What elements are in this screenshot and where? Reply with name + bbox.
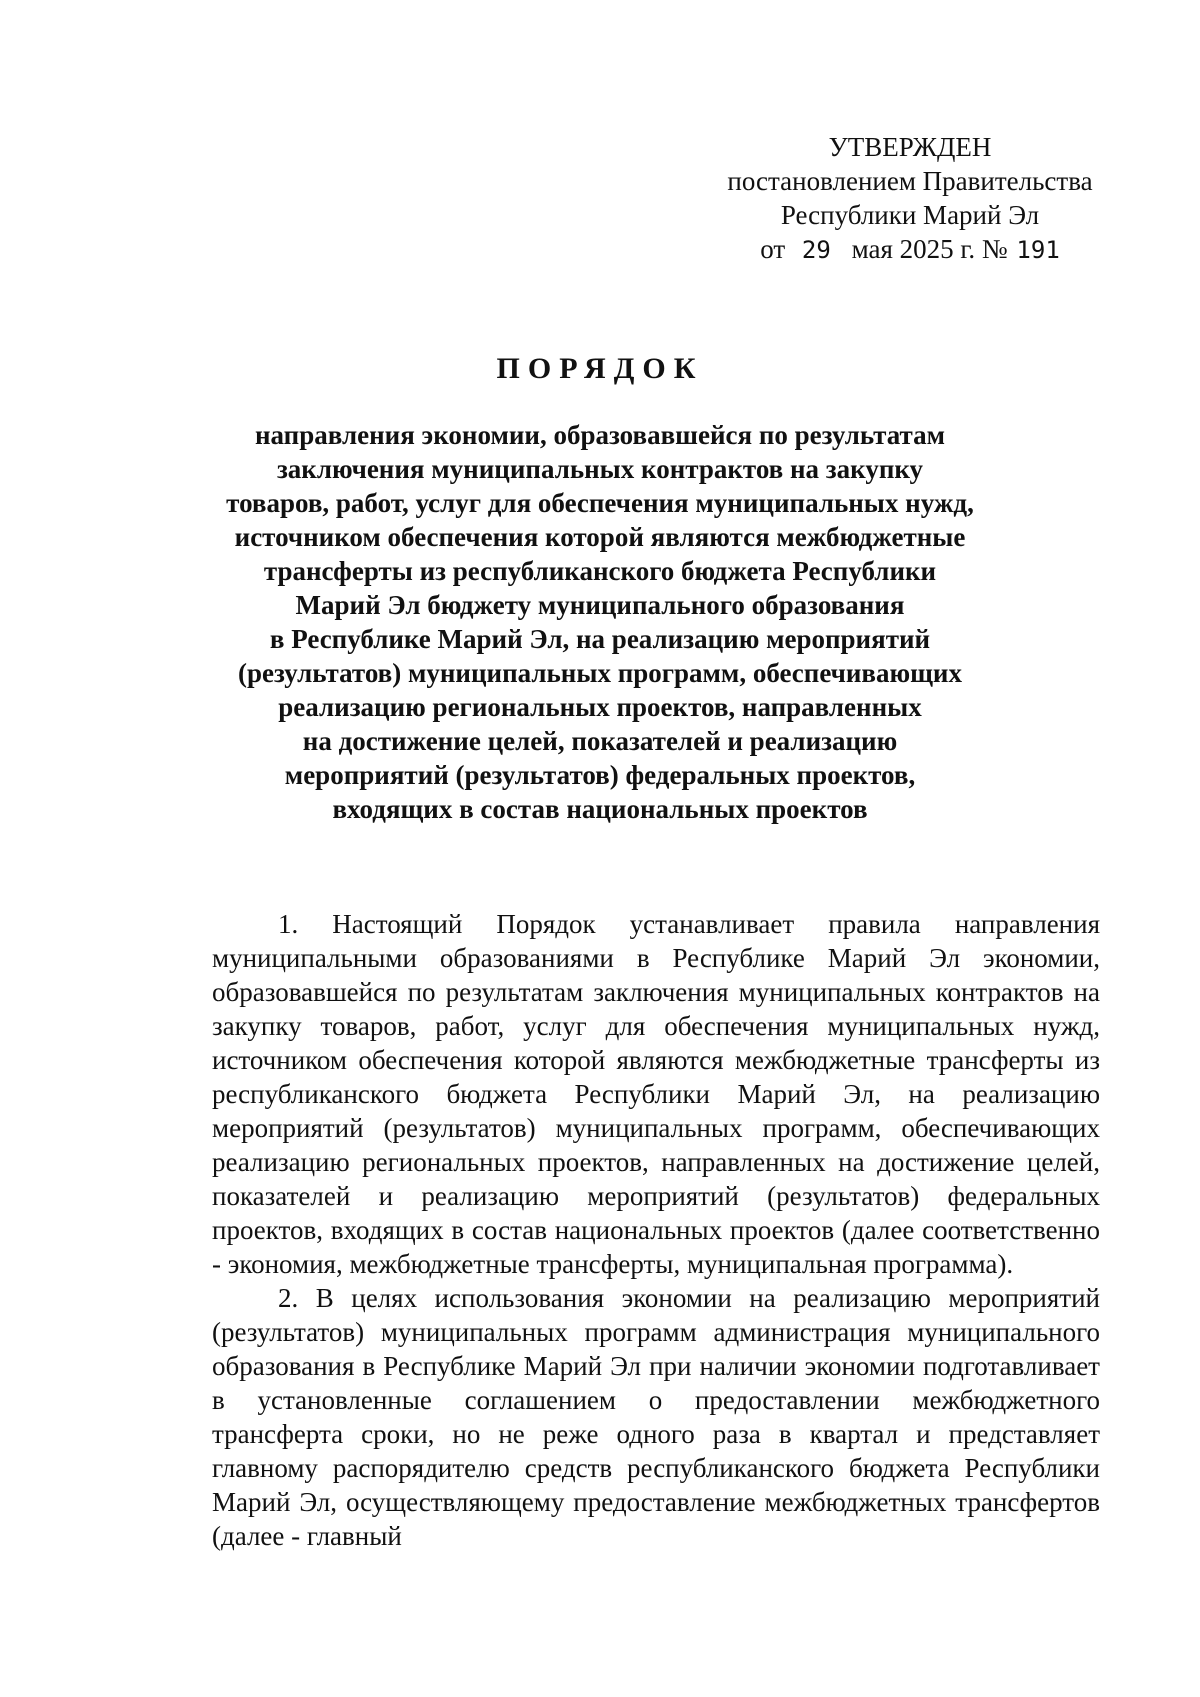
subtitle-line: направления экономии, образовавшейся по результатам bbox=[254, 420, 946, 450]
approval-month-year: мая 2025 г. № bbox=[851, 234, 1008, 264]
subtitle-line: трансферты из республиканского бюджета Республики bbox=[263, 556, 937, 586]
subtitle-line: заключения муниципальных контрактов на закупку bbox=[276, 454, 924, 484]
approval-heading: УТВЕРЖДЕН bbox=[828, 132, 992, 162]
subtitle-line: (результатов) муниципальных программ, обеспечивающих bbox=[238, 658, 962, 688]
approval-date-line bbox=[700, 232, 1120, 267]
approval-line: Республики Марий Эл bbox=[780, 200, 1040, 230]
paragraph-2: 2. В целях использования экономии на реализацию мероприятий (результатов) муниципальных программ администрация муниципального образования в Республике Марий Эл при наличии экономии подготавливает в установленные соглашением о предоставлении межбюджетного трансферта сроки, но не реже одного раза в квартал и представляет главному распорядителю средств республиканского бюджета Республики Марий Эл, осуществляющему предоставление межбюджетных трансфертов (далее - главный bbox=[212, 1283, 1100, 1551]
date-prefix: от bbox=[760, 234, 786, 264]
approval-line: постановлением Правительства bbox=[727, 166, 1093, 196]
subtitle-line: на достижение целей, показателей и реализацию bbox=[302, 726, 898, 756]
subtitle-line: Марий Эл бюджету муниципального образования bbox=[295, 590, 905, 620]
subtitle-line: мероприятий (результатов) федеральных проектов, bbox=[284, 760, 916, 790]
document-body bbox=[212, 907, 1100, 1553]
subtitle-line: источником обеспечения которой являются межбюджетные bbox=[234, 522, 966, 552]
subtitle-line: входящих в состав национальных проектов bbox=[332, 794, 868, 824]
document-subtitle bbox=[180, 418, 1020, 826]
subtitle-line: товаров, работ, услуг для обеспечения муниципальных нужд, bbox=[226, 488, 974, 518]
paragraph-1: 1. Настоящий Порядок устанавливает правила направления муниципальными образованиями в Республике Марий Эл экономии, образовавшейся по результатам заключения муниципальных контрактов на закупку товаров, работ, услуг для обеспечения муниципальных нужд, источником обеспечения которой являются межбюджетные трансферты из республиканского бюджета Республики Марий Эл, на реализацию мероприятий (результатов) муниципальных программ, обеспечивающих реализацию региональных проектов, направленных на достижение целей, показателей и реализацию мероприятий (результатов) федеральных проектов, входящих в состав национальных проектов (далее соответственно - экономия, межбюджетные трансферты, муниципальная программа). bbox=[212, 909, 1100, 1279]
subtitle-line: в Республике Марий Эл, на реализацию мероприятий bbox=[269, 624, 931, 654]
document-title: ПОРЯДОК bbox=[496, 352, 704, 385]
approval-day: 29 bbox=[801, 236, 831, 264]
subtitle-line: реализацию региональных проектов, направленных bbox=[278, 692, 922, 722]
approval-stamp bbox=[700, 130, 1120, 267]
approval-number: 191 bbox=[1016, 236, 1060, 264]
